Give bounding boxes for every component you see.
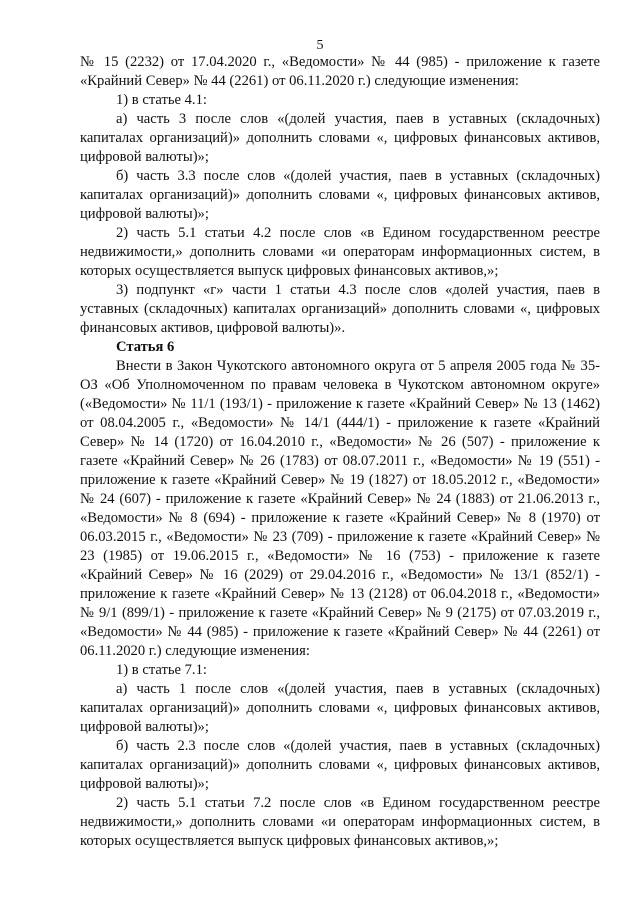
page-number: 5 <box>316 38 324 53</box>
article5-item-1a: а) часть 3 после слов «(долей участия, паев в уставных (складочных) капиталах организаций)» дополнить словами «, цифровых финансовых активов, цифровой валюты)»; <box>80 111 600 165</box>
article6-item-1a: а) часть 1 после слов «(долей участия, паев в уставных (складочных) капиталах организаций)» дополнить словами «, цифровых финансовых активов, цифровой валюты)»; <box>80 681 600 735</box>
article6-item-1: 1) в статье 7.1: <box>116 662 207 678</box>
intro-continuation-paragraph: № 15 (2232) от 17.04.2020 г., «Ведомости» № 44 (985) - приложение к газете «Крайний Север» № 44 (2261) от 06.11.2020 г.) следующие изменения: <box>80 54 600 89</box>
article6-item-1b: б) часть 2.3 после слов «(долей участия, паев в уставных (складочных) капиталах организаций)» дополнить словами «, цифровых финансовых активов, цифровой валюты)»; <box>80 738 600 792</box>
article6-heading: Статья 6 <box>116 339 175 355</box>
article6-body-paragraph: Внести в Закон Чукотского автономного округа от 5 апреля 2005 года № 35-ОЗ «Об Уполномоченном по правам человека в Чукотском автономном округе» («Ведомости» № 11/1 (193/1) - приложение к газете «Крайний Север» № 13 (1462) от 08.04.2005 г., «Ведомости» № 14/1 (444/1) - приложение к газете «Крайний Север» № 14 (1720) от 16.04.2010 г., «Ведомости» № 26 (507) - приложение к газете «Крайний Север» № 26 (1783) от 08.07.2011 г., «Ведомости» № 19 (551) - приложение к газете «Крайний Север» № 19 (1827) от 18.05.2012 г., «Ведомости» № 24 (607) - приложение к газете «Крайний Север» № 24 (1883) от 21.06.2013 г., «Ведомости» № 8 (694) - приложение к газете «Крайний Север» № 8 (1970) от 06.03.2015 г., «Ведомости» № 23 (709) - приложение к газете «Крайний Север» № 23 (1985) от 19.06.2015 г., «Ведомости» № 16 (753) - приложение к газете «Крайний Север» № 16 (2029) от 29.04.2016 г., «Ведомости» № 13/1 (852/1) - приложение к газете «Крайний Север» № 13 (2128) от 06.04.2018 г., «Ведомости» № 9/1 (899/1) - приложение к газете «Крайний Север» № 9 (2175) от 07.03.2019 г., «Ведомости» № 44 (985) - приложение к газете «Крайний Север» № 44 (2261) от 06.11.2020 г.) следующие изменения: <box>80 358 600 659</box>
article6-item-2: 2) часть 5.1 статьи 7.2 после слов «в Едином государственном реестре недвижимости,» дополнить словами «и операторам информационных систем, в которых осуществляется выпуск цифровых финансовых активов,»; <box>80 795 600 849</box>
article5-item-1: 1) в статье 4.1: <box>116 92 207 108</box>
document-body <box>80 53 600 851</box>
article5-item-1b: б) часть 3.3 после слов «(долей участия, паев в уставных (складочных) капиталах организаций)» дополнить словами «, цифровых финансовых активов, цифровой валюты)»; <box>80 168 600 222</box>
article5-item-2: 2) часть 5.1 статьи 4.2 после слов «в Едином государственном реестре недвижимости,» дополнить словами «и операторам информационных систем, в которых осуществляется выпуск цифровых финансовых активов,»; <box>80 225 600 279</box>
article5-item-3: 3) подпункт «г» части 1 статьи 4.3 после слов «долей участия, паев в уставных (складочных) капиталах организаций» дополнить словами «, цифровых финансовых активов, цифровой валюты)». <box>80 282 600 336</box>
